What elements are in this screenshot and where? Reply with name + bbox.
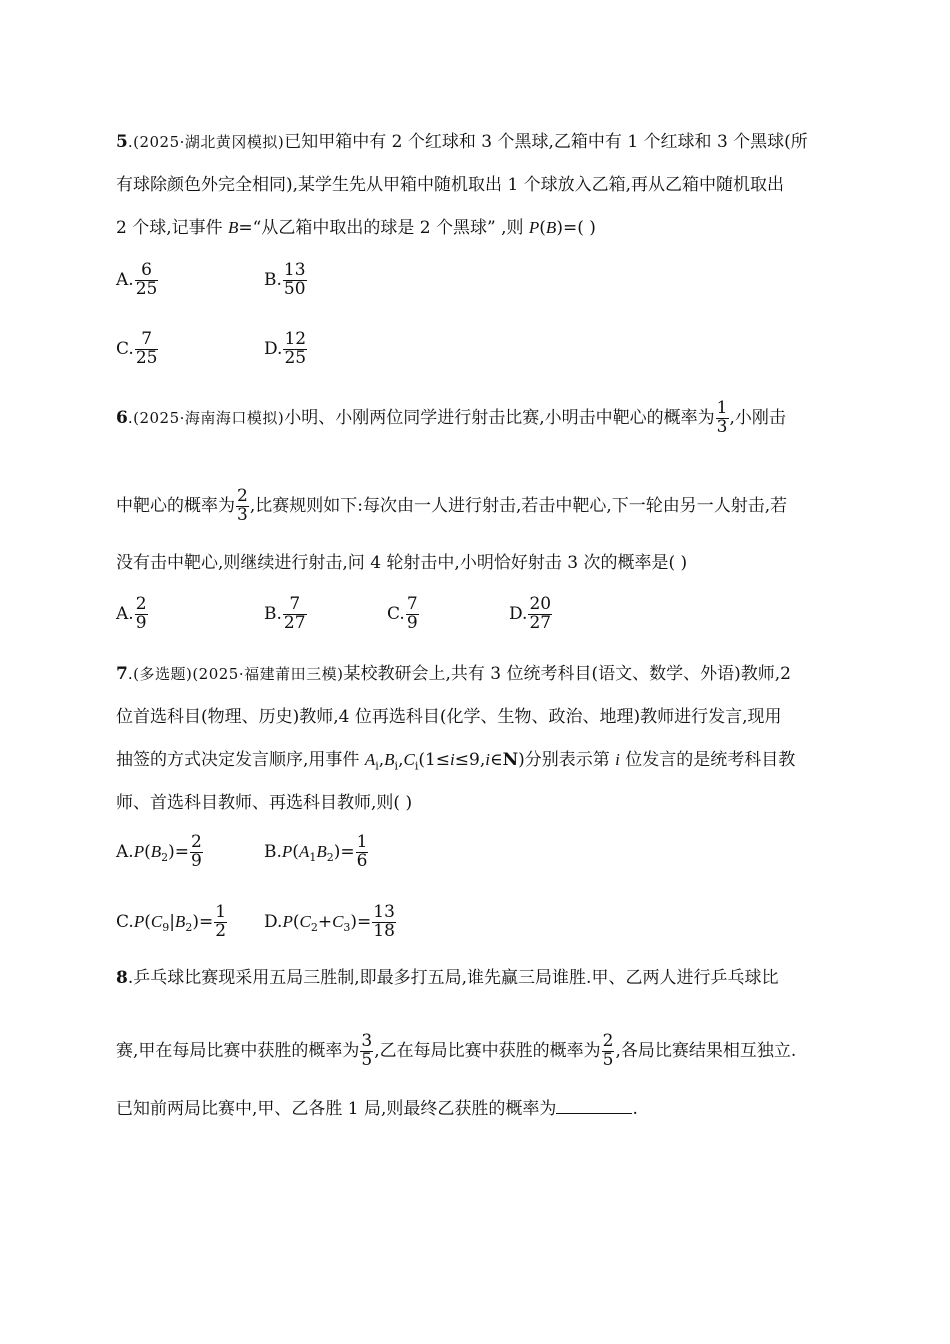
q7-line-2: 位首选科目(物理、历史)教师,4 位再选科目(化学、生物、政治、地理)教师进行发言,现用 — [116, 707, 782, 727]
q8-number: 8 — [116, 968, 128, 988]
fraction: $\frac{7}{25}$ — [135, 329, 158, 368]
fraction: $\frac{2}{9}$ — [191, 832, 202, 871]
q7-number: 7 — [116, 664, 128, 684]
fraction: $\frac{1}{3}$ — [716, 398, 728, 437]
q5-line-3: 2 个球,记事件 B=“从乙箱中取出的球是 2 个黑球” ,则 P(B)=( ) — [116, 218, 596, 238]
fraction: $\frac{7}{9}$ — [406, 594, 418, 633]
q8-line-1: 8.乒乓球比赛现采用五局三胜制,即最多打五局,谁先赢三局谁胜.甲、乙两人进行乒乓球比 — [116, 968, 779, 988]
q5-number: 5 — [116, 132, 128, 152]
q6-line-2: 中靶心的概率为 $\frac{2}{3}$ ,比赛规则如下:每次由一人进行射击,若击中靶心,下一轮由另一人射击,若 — [116, 486, 788, 525]
q7-line-1: 7.(多选题)(2025·福建莆田三模)某校教研会上,共有 3 位统考科目(语文、数学、外语)教师,2 — [116, 664, 791, 684]
fraction: $\frac{1}{2}$ — [215, 902, 227, 941]
q5-line-2: 有球除颜色外完全相同),某学生先从甲箱中随机取出 1 个球放入乙箱,再从乙箱中随机取出 — [116, 175, 785, 195]
q5-option-a[interactable]: A. $\frac{6}{25}$ — [116, 260, 158, 299]
q6-line-3: 没有击中靶心,则继续进行射击,问 4 轮射击中,小明恰好射击 3 次的概率是( ) — [116, 553, 688, 573]
fraction: $\frac{12}{25}$ — [284, 329, 307, 368]
fraction: $\frac{2}{5}$ — [602, 1031, 614, 1070]
q8-line-2: 赛,甲在每局比赛中获胜的概率为 $\frac{3}{5}$ ,乙在每局比赛中获胜的概率为 $\frac{2}{5}$ ,各局比赛结果相互独立. — [116, 1031, 797, 1070]
q5-option-b[interactable]: B. $\frac{13}{50}$ — [264, 260, 306, 299]
q7-option-c[interactable]: $C.P(C_9|B_2)=$ $\frac{1}{2}$ — [116, 902, 227, 941]
q7-option-d[interactable]: $D.P(C_2+C_3)=$ $\frac{13}{18}$ — [264, 902, 395, 941]
fraction: $\frac{20}{27}$ — [529, 594, 552, 633]
q6-option-b[interactable]: B. $\frac{7}{27}$ — [264, 594, 306, 633]
q5-line-1: 5.(2025·湖北黄冈模拟)已知甲箱中有 2 个红球和 3 个黑球,乙箱中有 1 个红球和 3 个黑球(所 — [116, 132, 808, 152]
q6-line-1: 6.(2025·海南海口模拟)小明、小刚两位同学进行射击比赛,小明击中靶心的概率为 $\frac{1}{3}$ ,小刚击 — [116, 398, 786, 437]
fraction: $\frac{13}{18}$ — [373, 902, 395, 941]
q7-source: .(多选题)(2025·福建莆田三模) — [127, 665, 344, 683]
fraction: $\frac{1}{6}$ — [356, 832, 368, 871]
fraction: $\frac{6}{25}$ — [135, 260, 158, 299]
fraction: $\frac{13}{50}$ — [283, 260, 306, 299]
q5-option-d[interactable]: D. $\frac{12}{25}$ — [264, 329, 307, 368]
q5-source: .(2025·湖北黄冈模拟) — [127, 133, 285, 151]
q8-line-3: 已知前两局比赛中,甲、乙各胜 1 局,则最终乙获胜的概率为 . — [116, 1099, 638, 1119]
answer-blank[interactable] — [556, 1097, 632, 1114]
q7-line-4: 师、首选科目教师、再选科目教师,则( ) — [116, 793, 413, 813]
q7-option-a[interactable]: $A.P(B_2)=$ $\frac{2}{9}$ — [116, 832, 202, 871]
q6-option-d[interactable]: D. $\frac{20}{27}$ — [509, 594, 552, 633]
q6-option-a[interactable]: A. $\frac{2}{9}$ — [116, 594, 147, 633]
fraction: $\frac{3}{5}$ — [361, 1031, 373, 1070]
fraction: $\frac{7}{27}$ — [283, 594, 306, 633]
fraction: $\frac{2}{3}$ — [237, 486, 248, 525]
q6-source: .(2025·海南海口模拟) — [127, 408, 285, 427]
fraction: $\frac{2}{9}$ — [135, 594, 147, 633]
q7-line-3: 抽签的方式决定发言顺序,用事件 $A_i,B_i,C_i(1\le i\le 9,i\in N)$分别表示第 i 位发言的是统考科目教 — [116, 750, 796, 773]
q7-option-b[interactable]: $B.P(A_1B_2)=$ $\frac{1}{6}$ — [264, 832, 368, 871]
q6-option-c[interactable]: C. $\frac{7}{9}$ — [387, 594, 418, 633]
q5-option-c[interactable]: C. $\frac{7}{25}$ — [116, 329, 158, 368]
q6-number: 6 — [116, 407, 128, 428]
